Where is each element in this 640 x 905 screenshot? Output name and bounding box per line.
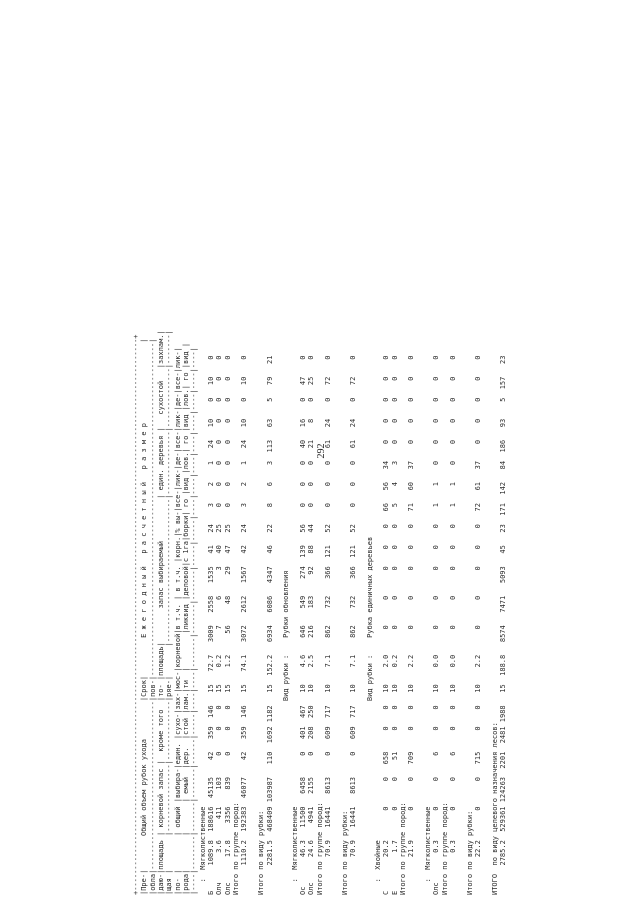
table-line: Итого по группе пород:: [399, 802, 407, 895]
table-line: 2785.2 529361 124263 2201 2481 1988 15 188.8 8574 7471 5093 45 23 171 142 84 186 93 5 157 23: [499, 355, 508, 895]
rotated-forestry-table: [132, 115, 572, 895]
table-line: 70.9 16441 8613 0 609 717 10 7.1 862 732 366 121 52 0 0 0 61 24 0 72 0: [348, 355, 357, 895]
table-line: 2281.5 468409 103987 110 1692 1182 15 152.2 6934 6086 4347 46 22 8 6 3 113 63 5 79 21: [265, 355, 274, 895]
table-line: |рода| | | емый |дер. |стой |лам.|ти | |ликвид |деловой|с 1га|борки| го |вид |лов.| го |вид |лов.| го |вид |: [182, 342, 191, 895]
table-line: : Хвойные: [373, 840, 382, 895]
table-line: Итого по группе пород:: [440, 802, 449, 895]
table-line: : Мягколиственные: [424, 806, 433, 895]
table-line: 70.9 16441 8613 0 609 717 10 7.1 862 732 366 121 52 0 0 0 61 24 0 72 0: [323, 355, 332, 895]
table-line: Олс 0.3 0 0 6 0 0 10 0.0 0 0 0 0 0 1 1 0 0 0 0 0 0: [432, 355, 441, 895]
table-line: |по- | | общий |выбира-|един. |сухо-|зах-|мос-|корневой|в т.ч. | в т.ч. |корн.|% вы-|все-|лик-|де-|все-|лик-|де-|все-|лик-|: [173, 347, 182, 895]
table-line: 21.9 0 0 709 0 0 10 2.2 0 0 0 0 0 71 60 37 0 0 0 0 0: [407, 355, 416, 895]
table-line: : Мягколиственные: [198, 806, 207, 895]
table-line: |обла|----------------------------------------|пов-|-------------------------------------------------------------------------------|: [148, 338, 157, 895]
table-line: 1110.2 192383 46077 42 359 146 15 74.1 3072 2612 1567 42 24 3 2 1 24 10 0 10 0: [240, 355, 249, 895]
page-number: 292: [316, 443, 327, 459]
table-text: [132, 115, 507, 895]
table-line: Вид рубки : Рубка единичных деревьев: [365, 536, 374, 895]
table-line: Итого по виду рубки:: [257, 810, 266, 895]
table-line: |----|--------|-------|-------|------|-----|----|----|-------|-------|-------|-----|-----|----|----|----|----|----|----|----|----|: [190, 347, 199, 895]
table-line: Итого по группе пород:: [315, 802, 324, 895]
table-line: |даю-|площадь | корневой запас | кроме того |то- |площадь| запас выбираемый | един. деревья | сухостой |захлам.|: [157, 330, 166, 895]
table-line: +-----------------------------------------------------------------------------------------------------------------------------------+: [132, 334, 140, 895]
table-line: Итого по виду рубки:: [465, 810, 474, 895]
table-line: : Мягколиственные: [290, 806, 299, 895]
table-line: Б 1089.8 188616 45135 42 359 146 15 72.7 3009 2558 1535 41 24 3 2 1 24 10 0 10 0: [207, 355, 216, 895]
table-line: Вид рубки : Рубки обновления: [282, 570, 291, 895]
table-line: Итого по виду рубки:: [340, 810, 349, 895]
table-line: 0.3 0 0 6 0 0 10 0.0 0 0 0 0 0 1 1 0 0 0 0 0 0: [449, 355, 458, 895]
table-line: Итого по группе пород:: [232, 802, 241, 895]
table-line: Олс 24.6 4941 2155 0 208 250 10 2.5 216 183 92 88 44 0 0 0 21 8 0 25 0: [307, 355, 316, 895]
table-line: Олс 17.8 3356 839 0 0 0 15 1.2 56 48 29 47 25 0 0 0 0 0 0 0 0: [223, 355, 232, 895]
table-line: ИТОГО по виду целевого назначения лесов:: [490, 722, 499, 895]
table-line: Олч 3.6 411 103 0 0 0 15 0.2 7 6 3 40 25 0 0 0 0 0 0 0 0: [215, 355, 224, 895]
table-line: 22.2 0 0 715 0 0 10 2.2 0 0 0 0 0 72 61 37 0 0 0 0 0: [474, 355, 483, 895]
table-line: С 20.2 0 0 658 0 0 10 2.0 0 0 0 0 0 66 56 34 0 0 0 0 0: [382, 355, 391, 895]
table-line: Ос 46.3 11500 6458 0 401 467 10 4.6 646 549 274 139 56 0 0 0 40 16 0 47 0: [298, 355, 307, 895]
table-line: |Пре-| Общий объем рубок ухода |Срок| Е ж е г о д н ы й р а с ч е т н ы й р а з м е р |: [140, 338, 149, 895]
table-line: Е 1.7 0 0 51 0 0 10 0.2 0 0 0 0 0 5 4 3 0 0 0 0 0: [390, 355, 399, 895]
table-line: |щая | |----------------|--------------|ряе-| |----------------------------------|---------------|--------------|-------|: [165, 330, 174, 895]
